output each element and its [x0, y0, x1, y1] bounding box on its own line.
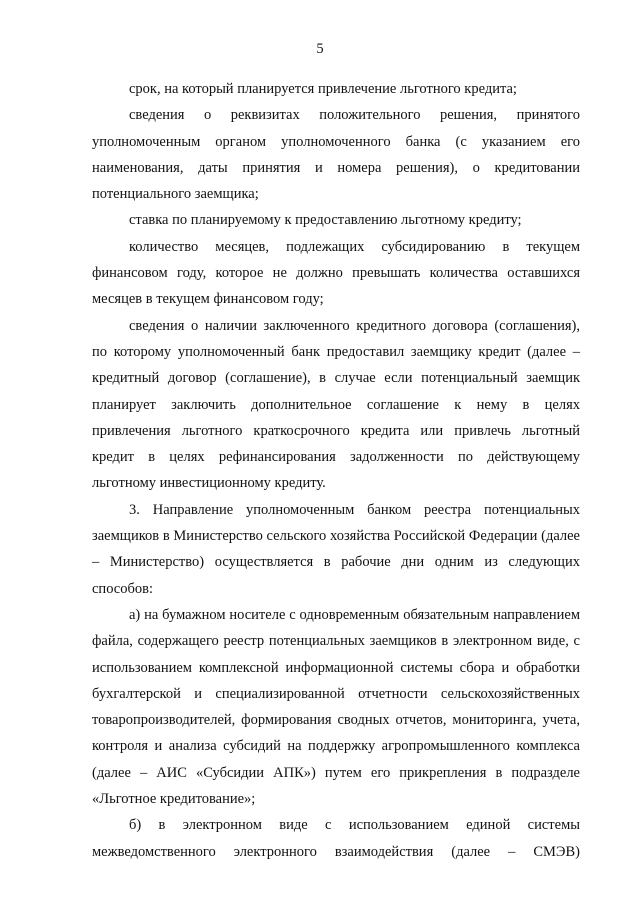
- paragraph-electronic-method: б) в электронном виде с использованием единой системы межведомственного электронного взаимодействия (далее – СМЭВ): [92, 817, 580, 860]
- paragraph-decision-details: сведения о реквизитах положительного решения, принятого уполномоченным органом уполномоченного банка (с указанием его наименования, даты принятия и номера решения), о кредитовании потенциального заемщика;: [92, 107, 580, 203]
- document-body: [92, 76, 580, 865]
- page-number: 5: [316, 41, 324, 57]
- paragraph-paper-method: а) на бумажном носителе с одновременным обязательным направлением файла, содержащего реестр потенциальных заемщиков в электронном виде, с использованием комплексной информационной системы сбора и обработки бухгалтерской и специализированной отчетности сельскохозяйственных товаропроизводителей, формирования сводных отчетов, мониторинга, учета, контроля и анализа субсидий на поддержку агропромышленного комплекса (далее – АИС «Субсидии АПК») путем его прикрепления в подразделе «Льготное кредитование»;: [92, 606, 580, 808]
- paragraph-interest-rate: ставка по планируемому к предоставлению льготному кредиту;: [129, 212, 522, 229]
- paragraph-registry-submission: 3. Направление уполномоченным банком реестра потенциальных заемщиков в Министерство сельского хозяйства Российской Федерации (далее – Министерство) осуществляется в рабочие дни одним из следующих способов:: [92, 501, 580, 597]
- paragraph-months-count: количество месяцев, подлежащих субсидированию в текущем финансовом году, которое не должно превышать количества оставшихся месяцев в текущем финансовом году;: [92, 238, 580, 308]
- paragraph-credit-agreement: сведения о наличии заключенного кредитного договора (соглашения), по которому уполномоченный банк предоставил заемщику кредит (далее – кредитный договор (соглашение), в случае если потенциальный заемщик планирует заключить дополнительное соглашение к нему в целях привлечения льготного краткосрочного кредита или привлечь льготный кредит в целях рефинансирования задолженности по действующему льготному инвестиционному кредиту.: [92, 317, 580, 492]
- paragraph-loan-term: срок, на который планируется привлечение льготного кредита;: [129, 81, 517, 97]
